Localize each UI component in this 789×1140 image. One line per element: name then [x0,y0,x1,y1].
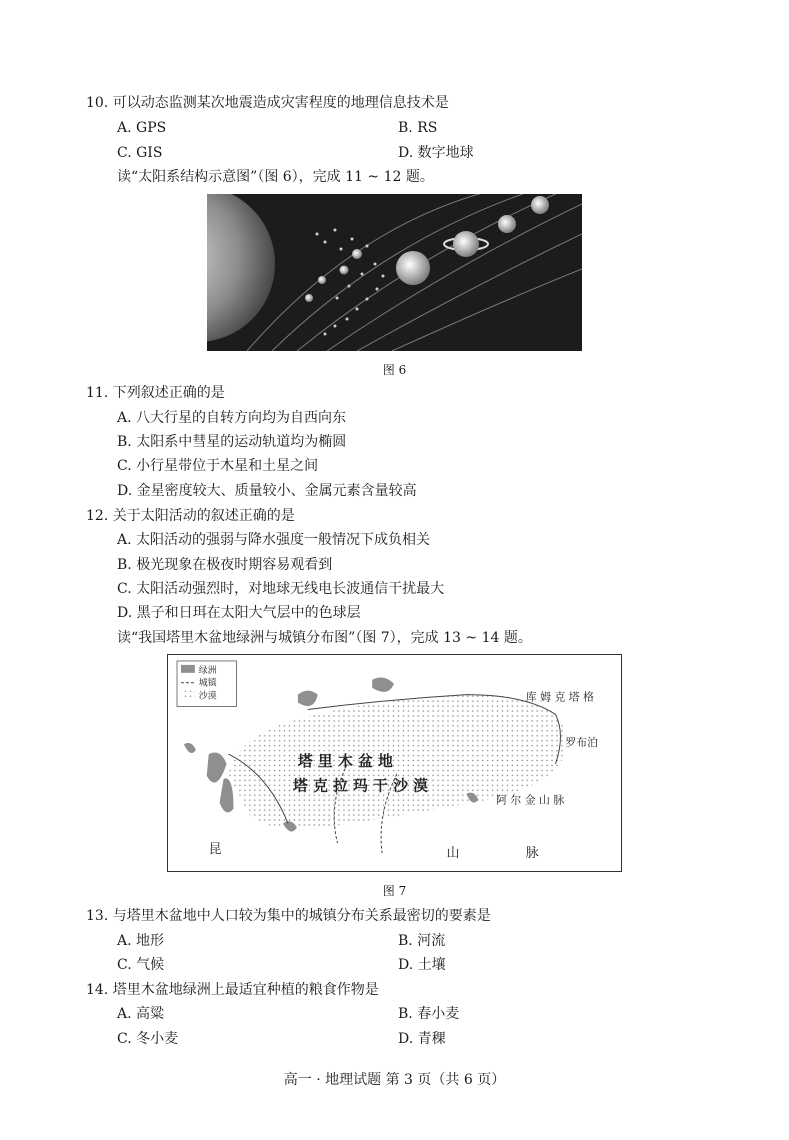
q13-option-a: A. 地形 [117,933,165,949]
q10-option-a: A. GPS [117,120,167,136]
q14-option-d: D. 青稞 [398,1031,446,1047]
question-10-stem: 10. 可以动态监测某次地震造成灾害程度的地理信息技术是 [86,95,449,111]
q12-option-d: D. 黑子和日珥在太阳大气层中的色球层 [117,605,361,621]
legend-desert: 沙漠 [198,691,217,702]
label-kun: 昆 [208,842,222,858]
q12-option-a: A. 太阳活动的强弱与降水强度一般情况下成负相关 [117,532,431,548]
q10-option-b: B. RS [398,120,438,136]
legend-oasis: 绿洲 [198,665,217,676]
q11-option-c: C. 小行星带位于木星和土星之间 [117,458,319,474]
label-kumtag: 库 姆 克 塔 格 [525,690,594,704]
label-mai: 脉 [525,846,539,862]
page-footer: 高一 · 地理试题 第 3 页（共 6 页） [283,1072,506,1088]
q12-option-c: C. 太阳活动强烈时，对地球无线电长波通信干扰最大 [117,581,445,597]
q14-option-a: A. 高粱 [117,1006,165,1022]
jupiter-shape [396,251,430,285]
solar-system-figure [207,194,582,351]
q10-option-d: D. 数字地球 [398,145,474,161]
q12-option-b: B. 极光现象在极夜时期容易观看到 [117,557,333,573]
saturn-shape [453,231,479,257]
label-altun: 阿 尔 金 山 脉 [496,793,565,807]
q13-option-c: C. 气候 [117,957,165,973]
q14-option-c: C. 冬小麦 [117,1031,179,1047]
tarim-basin-map [167,654,622,872]
question-14-stem: 14. 塔里木盆地绿洲上最适宜种植的粮食作物是 [86,982,379,998]
figure-7-caption: 图 7 [382,884,407,898]
question-13-stem: 13. 与塔里木盆地中人口较为集中的城镇分布关系最密切的要素是 [86,908,491,924]
question-12-stem: 12. 关于太阳活动的叙述正确的是 [86,508,295,524]
q13-option-b: B. 河流 [398,933,446,949]
read-instruction-fig6: 读“太阳系结构示意图”（图 6），完成 11 ~ 12 题。 [117,169,434,185]
question-11-stem: 11. 下列叙述正确的是 [86,385,225,401]
label-lop-nur: 罗布泊 [565,736,599,750]
label-tarim-basin: 塔 里 木 盆 地 [297,751,393,770]
read-instruction-fig7: 读“我国塔里木盆地绿洲与城镇分布图”（图 7），完成 13 ~ 14 题。 [117,630,532,646]
map-legend [177,661,236,707]
figure-6-caption: 图 6 [382,363,407,377]
label-shan: 山 [446,846,460,862]
q13-option-d: D. 土壤 [398,957,446,973]
q11-option-d: D. 金星密度较大、质量较小、金属元素含量较高 [117,483,417,499]
q10-option-c: C. GIS [117,145,163,161]
q14-option-b: B. 春小麦 [398,1006,460,1022]
label-taklamakan: 塔 克 拉 玛 干 沙 漠 [292,776,429,795]
q11-option-b: B. 太阳系中彗星的运动轨道均为椭圆 [117,434,347,450]
q11-option-a: A. 八大行星的自转方向均为自西向东 [117,410,347,426]
legend-town: 城镇 [198,678,217,689]
